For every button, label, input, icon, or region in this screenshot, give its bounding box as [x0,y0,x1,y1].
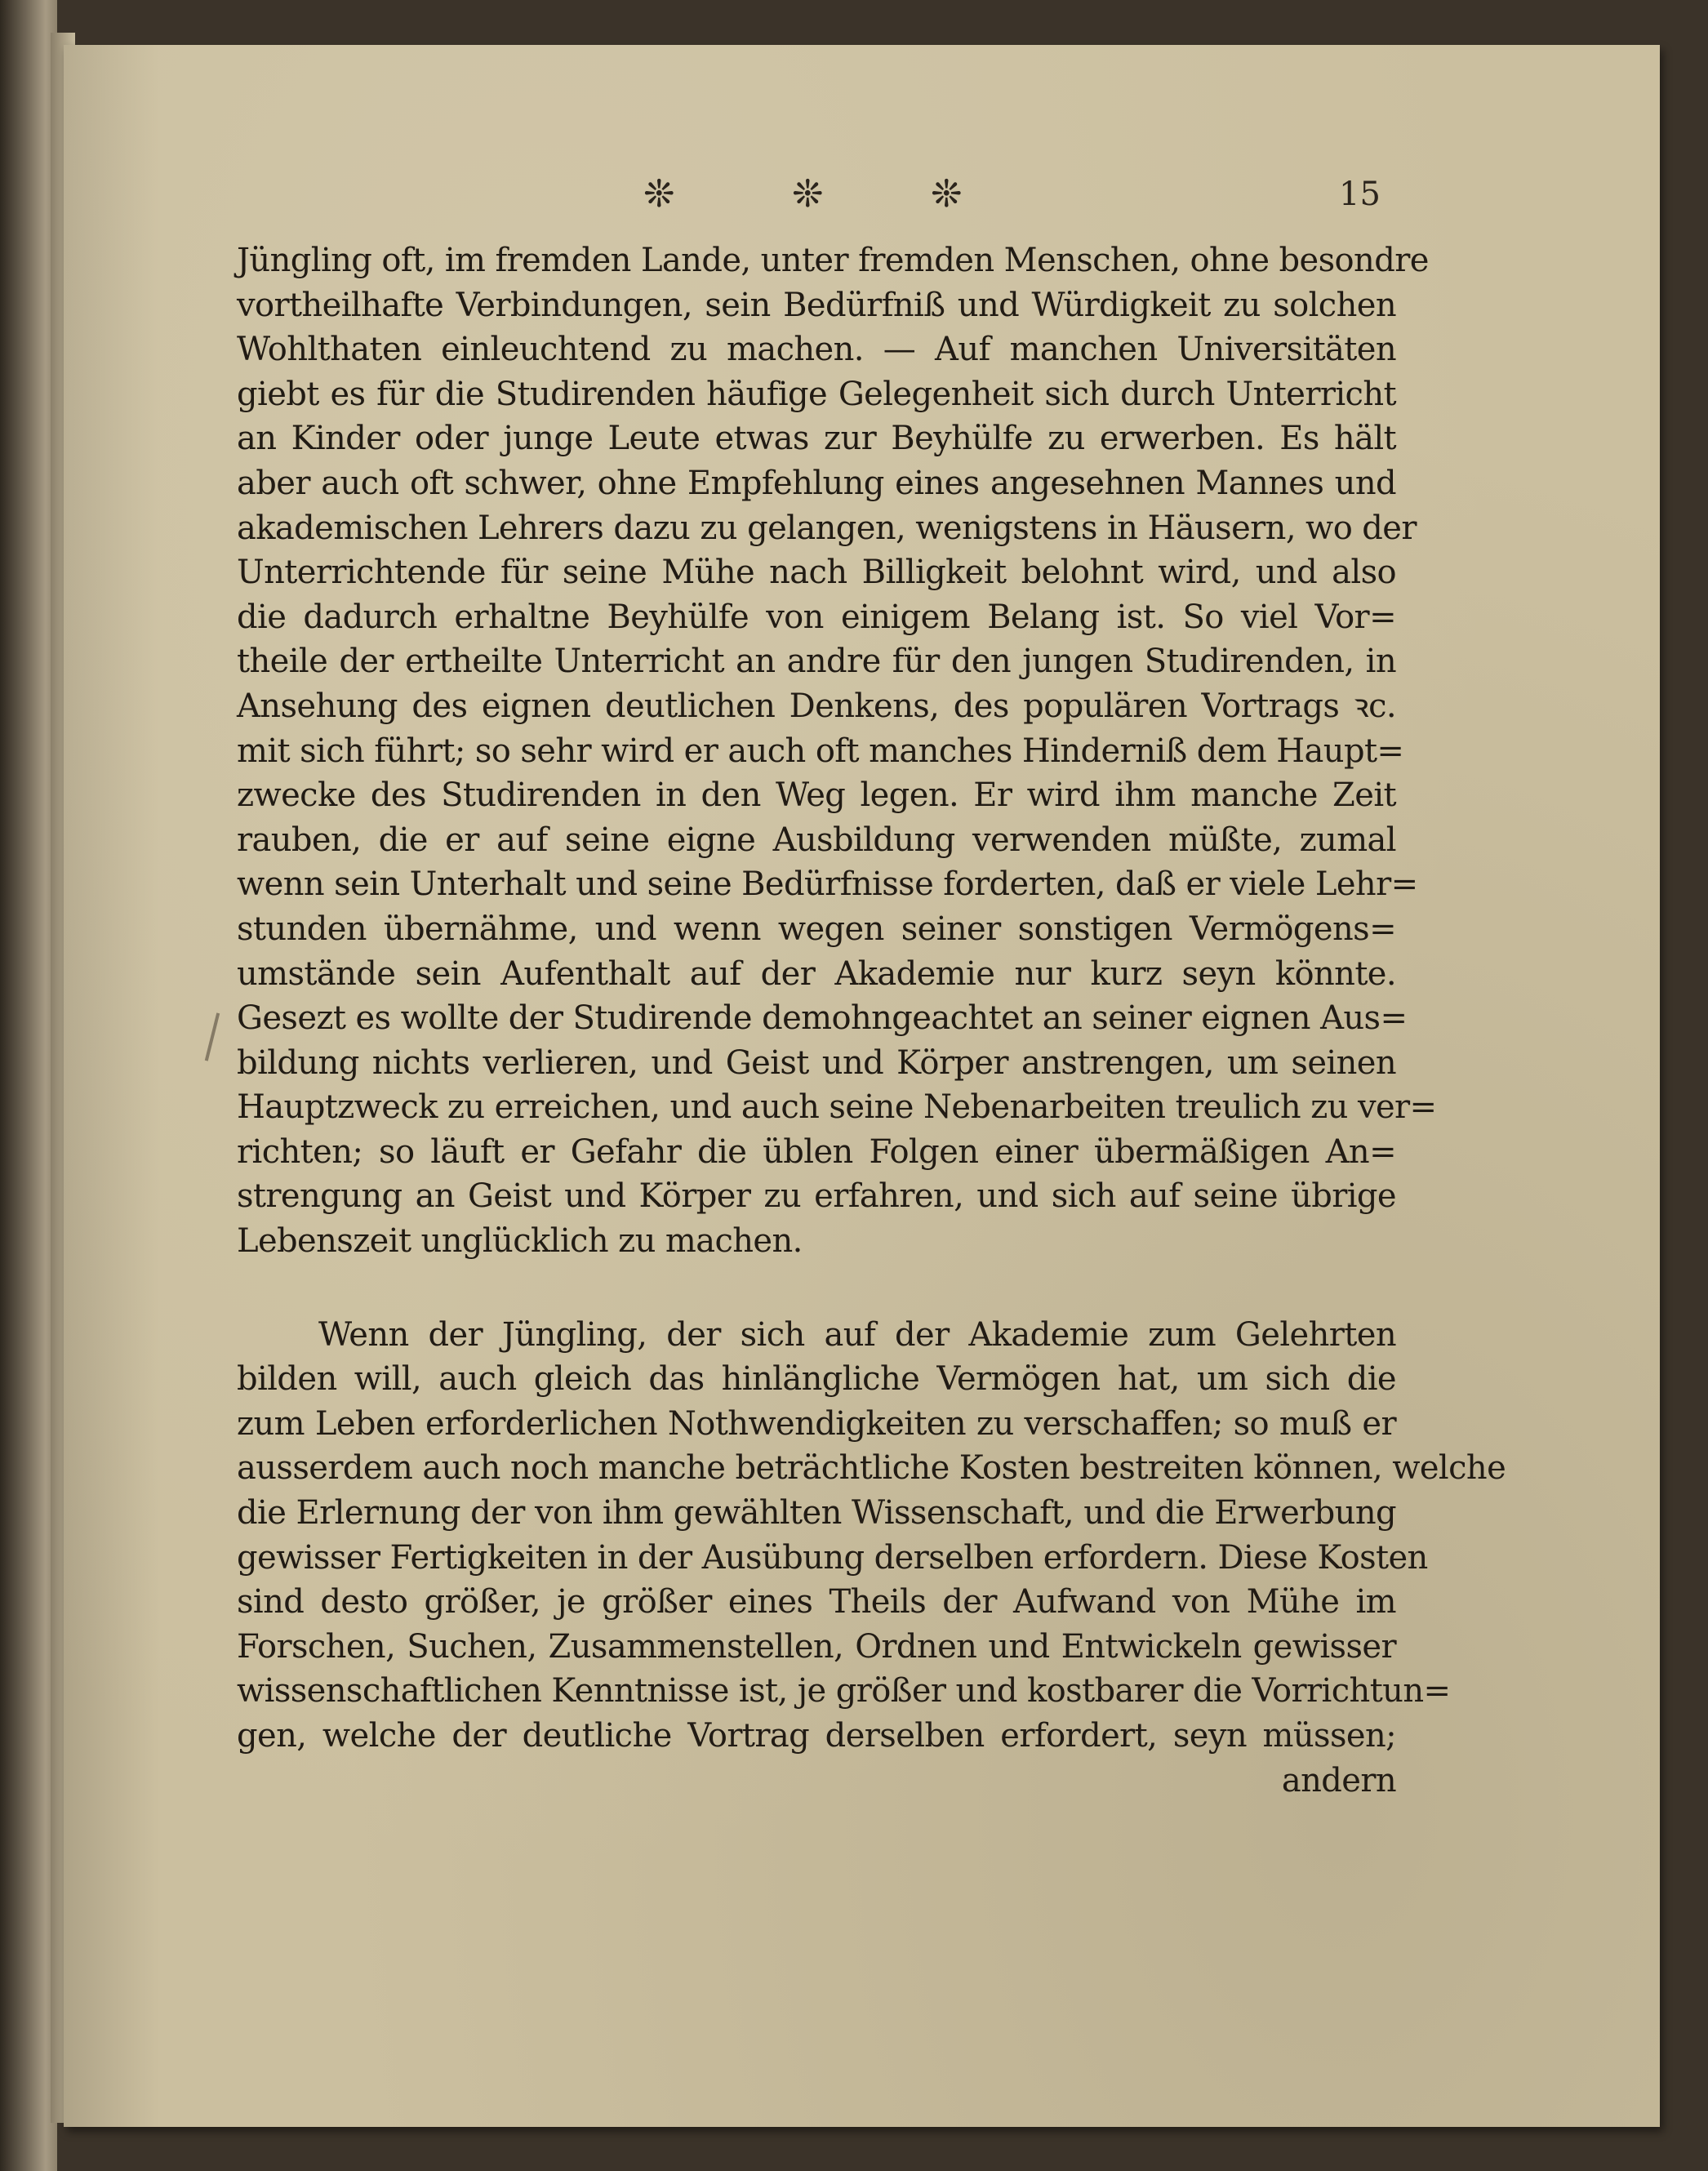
text-line: Wohlthaten einleuchtend zu machen. — Auf manchen Universitäten [237,331,1396,369]
text-line: Jüngling oft, im fremden Lande, unter fremden Menschen, ohne besondre [237,242,1429,279]
page-number: 15 [1339,176,1381,213]
paragraph-gap [237,1264,1396,1313]
text-line: mit sich führt; so sehr wird er auch oft manches Hinderniß dem Haupt= [237,732,1404,770]
text-line: Forschen, Suchen, Zusammenstellen, Ordnen und Entwickeln gewisser [237,1627,1396,1666]
text-line: sind desto größer, je größer eines Theils der Aufwand von Mühe im [237,1583,1396,1622]
text-line: an Kinder oder junge Leute etwas zur Beyhülfe zu erwerben. Es hält [237,420,1396,458]
text-line: richten; so läuft er Gefahr die üblen Folgen einer übermäßigen An= [237,1132,1396,1171]
text-line: akademischen Lehrers dazu zu gelangen, wenigstens in Häusern, wo der [237,509,1417,547]
text-line: bildung nichts verlieren, und Geist und Körper anstrengen, um seinen [237,1043,1396,1082]
text-line: rauben, die er auf seine eigne Ausbildung verwenden müßte, zumal [237,821,1396,859]
text-line: gewisser Fertigkeiten in der Ausübung derselben erfordern. Diese Kosten [237,1538,1428,1577]
body-text [237,238,1506,1803]
text-line: Gesezt es wollte der Studirende demohngeachtet an seiner eignen Aus= [237,999,1408,1038]
text-line: die Erlernung der von ihm gewählten Wissenschaft, und die Erwerbung [237,1494,1396,1533]
text-line: zum Leben erforderlichen Nothwendigkeiten zu verschaffen; so muß er [237,1404,1396,1443]
text-line: die dadurch erhaltne Beyhülfe von einigem Belang ist. So viel Vor= [237,598,1396,636]
text-line: Ansehung des eignen deutlichen Denkens, des populären Vortrags ꝛc. [237,687,1396,725]
text-line: wenn sein Unterhalt und seine Bedürfnisse forderten, daß er viele Lehr= [237,865,1418,904]
paragraph [237,1313,1506,1759]
text-line: aber auch oft schwer, ohne Empfehlung eines angesehnen Mannes und [237,464,1396,502]
text-line: zwecke des Studirenden in den Weg legen. Er wird ihm manche Zeit [237,776,1396,815]
text-line: theile der ertheilte Unterricht an andre für den jungen Studirenden, in [237,643,1396,681]
text-line: Hauptzweck zu erreichen, und auch seine Nebenarbeiten treulich zu ver= [237,1088,1437,1127]
catchword: andern [1281,1761,1396,1800]
text-line: gen, welche der deutliche Vortrag derselben erfordert, seyn müssen; [237,1717,1396,1755]
text-line: Lebenszeit unglücklich zu machen. [237,1222,803,1261]
paragraph [237,238,1437,1264]
ornament-icon: ❊ [792,171,824,216]
text-line: strengung an Geist und Körper zu erfahren, und sich auf seine übrige [237,1177,1396,1216]
text-line: bilden will, auch gleich das hinlängliche Vermögen hat, um sich die [237,1360,1396,1399]
text-line: Wenn der Jüngling, der sich auf der Akademie zum Gelehrten [318,1315,1396,1354]
left-page-edge [0,0,57,2171]
text-line: ausserdem auch noch manche beträchtliche Kosten bestreiten können, welche [237,1449,1506,1488]
text-line: giebt es für die Studirenden häufige Gelegenheit sich durch Unterricht [237,375,1396,413]
text-line: Unterrichtende für seine Mühe nach Billigkeit belohnt wird, und also [237,554,1396,592]
ornament-icon: ❊ [643,171,675,216]
text-line: umstände sein Aufenthalt auf der Akademie nur kurz seyn könnte. [237,954,1396,993]
ornament-icon: ❊ [931,171,963,216]
text-line: wissenschaftlichen Kenntnisse ist, je größer und kostbarer die Vorrichtun= [237,1672,1451,1711]
page-headline [637,171,1404,220]
text-line: vortheilhafte Verbindungen, sein Bedürfniß und Würdigkeit zu solchen [237,286,1396,324]
text-line: stunden übernähme, und wenn wegen seiner sonstigen Vermögens= [237,910,1396,948]
